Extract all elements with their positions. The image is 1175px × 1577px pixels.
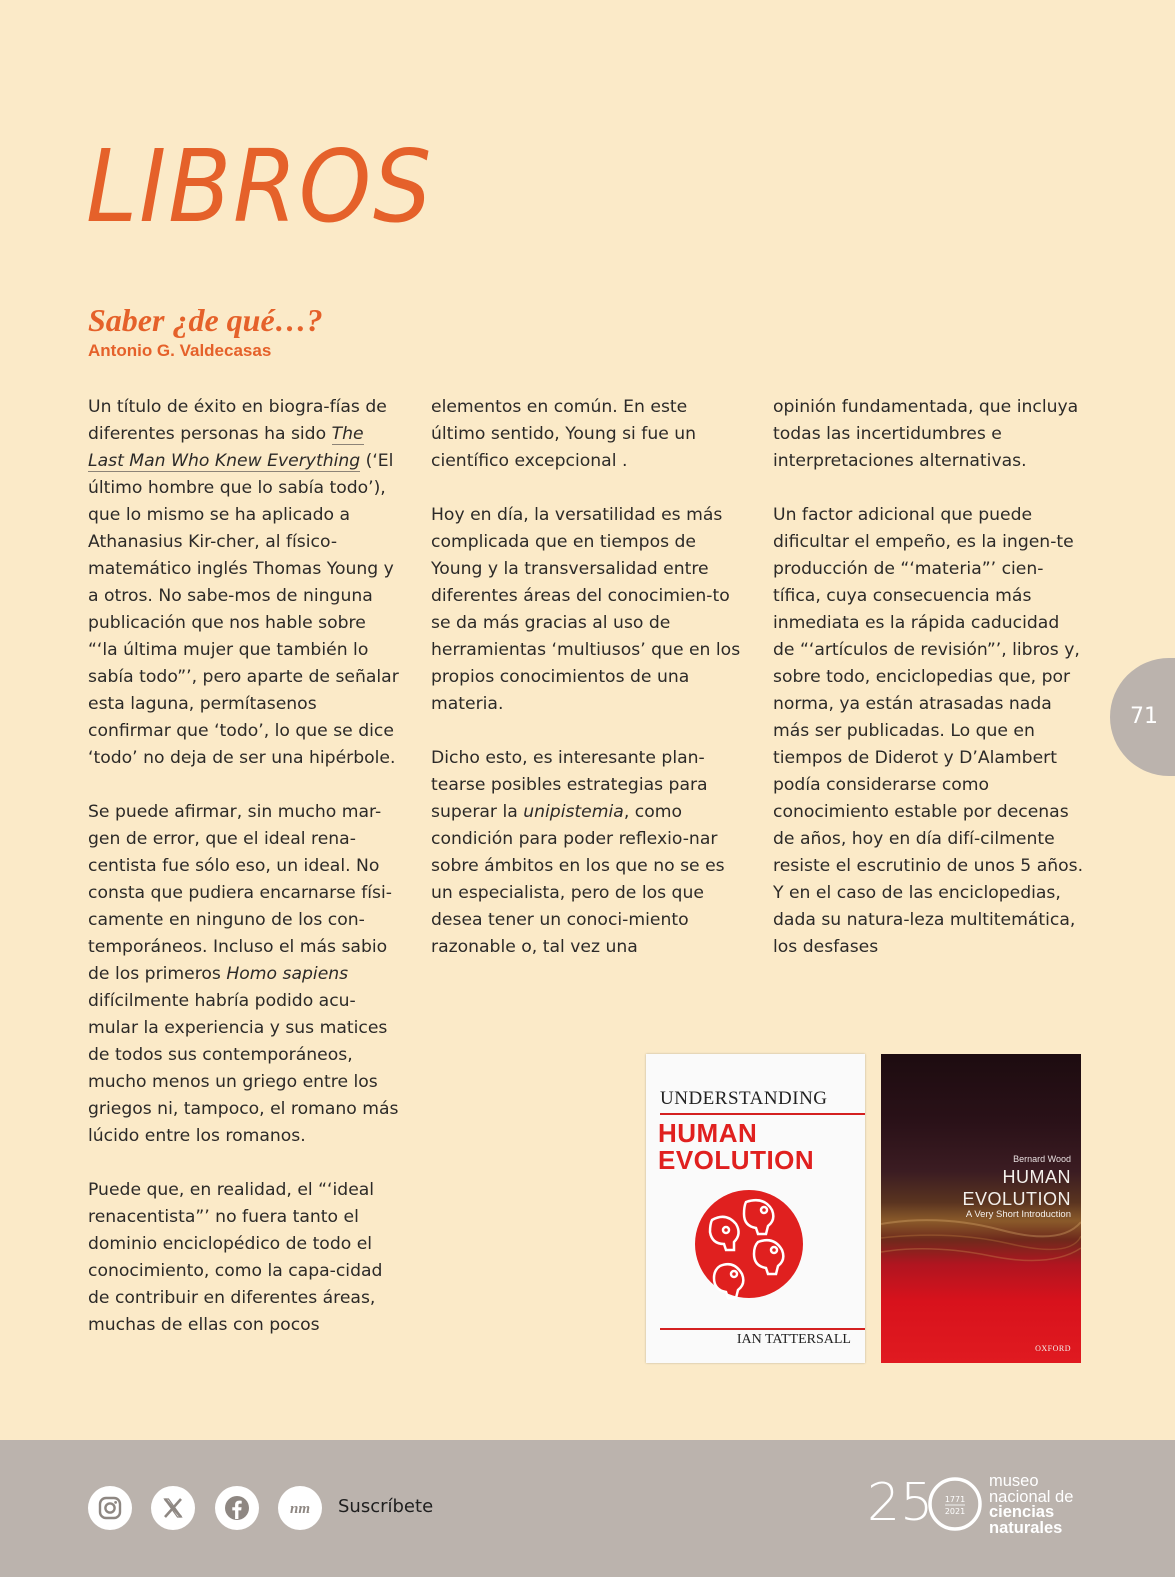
book-title xyxy=(658,1120,858,1174)
paragraph: opinión fundamentada, que incluya todas las incertidumbres e interpretaciones alternativas. xyxy=(773,397,1079,471)
paragraph xyxy=(431,745,743,961)
logo-line: ciencias xyxy=(989,1503,1055,1521)
paragraph xyxy=(88,394,400,772)
x-twitter-icon[interactable] xyxy=(151,1486,195,1530)
logo-year-end: 2021 xyxy=(944,1507,966,1516)
logo-text xyxy=(989,1474,1073,1536)
paragraph: Un factor adicional que puede dificultar el empeño, es la ingen-te producción de “‘materia”’ cien-tífica, cuya consecuencia más inmediata es la rápida caducidad de “‘artículos de revisión”’, libros y, sobre todo, enciclopedias que, por norma, ya están atrasadas nada más ser publicadas. Lo que en tiempos de Diderot y D’Alambert podía considerarse como conocimiento estable por decenas de años, hoy en día difí-cilmente resiste el escrutinio de unos 5 años. Y en el caso de las enciclopedias, dada su natura-leza multitemática, los desfases xyxy=(773,505,1084,957)
mncn-icon[interactable] xyxy=(278,1486,322,1530)
skulls-illustration xyxy=(694,1184,804,1304)
footer xyxy=(0,1440,1175,1577)
text-run: difícilmente habría podido acu-mular la experiencia y sus matices de todos sus contemporáneos, mucho menos un griego entre los griegos ni, tampoco, el romano más lúcido entre los romanos. xyxy=(88,991,399,1146)
page-number: 71 xyxy=(1110,658,1175,776)
text-run: , como condición para poder reflexio-nar sobre ámbitos en los que no se es un especialista, pero de los que desea tener un conoci-miento razonable o, tal vez una xyxy=(431,802,725,957)
text-run: Dicho esto, es interesante plan-tearse posibles estrategias para superar la xyxy=(431,748,708,822)
logo-line: nacional de xyxy=(989,1487,1074,1506)
book-series: UNDERSTANDING xyxy=(660,1088,828,1109)
logo-anniversary-number: 25 xyxy=(867,1473,934,1533)
instagram-icon[interactable] xyxy=(88,1486,132,1530)
book-title-line: HUMAN xyxy=(1002,1167,1071,1187)
subscribe-link[interactable]: Suscríbete xyxy=(338,1496,434,1517)
paragraph: Hoy en día, la versatilidad es más complicada que en tiempos de Young y la transversalidad entre diferentes áreas del conocimien-to se da más gracias al uso de herramientas ‘multiusos’ que en los propios conocimientos de una materia. xyxy=(431,505,741,714)
divider xyxy=(660,1113,865,1115)
museum-logo xyxy=(867,1470,1097,1550)
book-title-line: HUMAN xyxy=(658,1118,758,1148)
divider xyxy=(660,1328,865,1330)
text-column-3 xyxy=(773,394,1085,961)
book-subtitle: A Very Short Introduction xyxy=(965,1209,1071,1220)
logo-year-start: 1771 xyxy=(944,1495,966,1504)
section-title: LIBROS xyxy=(86,128,434,245)
facebook-icon[interactable] xyxy=(215,1486,259,1530)
svg-text:nm: nm xyxy=(289,1501,311,1517)
book-title-line: EVOLUTION xyxy=(658,1145,815,1175)
book-title-line: EVOLUTION xyxy=(962,1189,1071,1209)
text-column-2 xyxy=(431,394,743,961)
logo-ring xyxy=(927,1476,983,1532)
paragraph xyxy=(88,799,400,1150)
article-author: Antonio G. Valdecasas xyxy=(88,341,272,360)
logo-line: naturales xyxy=(989,1518,1063,1537)
text-column-1 xyxy=(88,394,400,1339)
text-run: Un título de éxito en biogra-fías de diferentes personas ha sido xyxy=(88,397,387,444)
book-cover-human-evolution-very-short-introduction xyxy=(881,1054,1081,1363)
paragraph: elementos en común. En este último sentido, Young si fue un científico excepcional . xyxy=(431,397,697,471)
italic-term: Homo sapiens xyxy=(226,964,349,984)
paragraph: Puede que, en realidad, el “‘ideal renacentista”’ no fuera tanto el dominio enciclopédico de todo el conocimiento, como la capa-cidad de contribuir en diferentes áreas, muchas de ellas con pocos xyxy=(88,1180,383,1335)
book-author: IAN TATTERSALL xyxy=(736,1332,851,1347)
text-run: (‘El último hombre que lo sabía todo’), que lo mismo se ha aplicado a Athanasius Kir-cher, al físico-matemático inglés Thomas Young y a otros. No sabe-mos de ninguna publicación que nos hable sobre “‘la última mujer que también lo sabía todo”’, pero aparte de señalar esta laguna, permítasenos confirmar que ‘todo’, lo que se dice ‘todo’ no deja de ser una hipérbole. xyxy=(88,451,399,768)
book-publisher: OXFORD xyxy=(1035,1344,1071,1353)
book-cover-understanding-human-evolution xyxy=(646,1054,865,1363)
article-title: Saber ¿de qué…? xyxy=(88,302,323,338)
book-title xyxy=(962,1166,1071,1210)
logo-line: museo xyxy=(989,1472,1039,1490)
italic-term: unipistemia xyxy=(523,802,624,822)
book-title-link[interactable]: The Last Man Who Knew Everything xyxy=(88,424,364,471)
book-author: Bernard Wood xyxy=(1013,1154,1071,1164)
text-run: Se puede afirmar, sin mucho mar-gen de error, que el ideal rena-centista fue sólo eso, un ideal. No consta que pudiera encarnarse físi-camente en ninguno de los con-temporáneos. Incluso el más sabio de los primeros xyxy=(88,802,392,984)
